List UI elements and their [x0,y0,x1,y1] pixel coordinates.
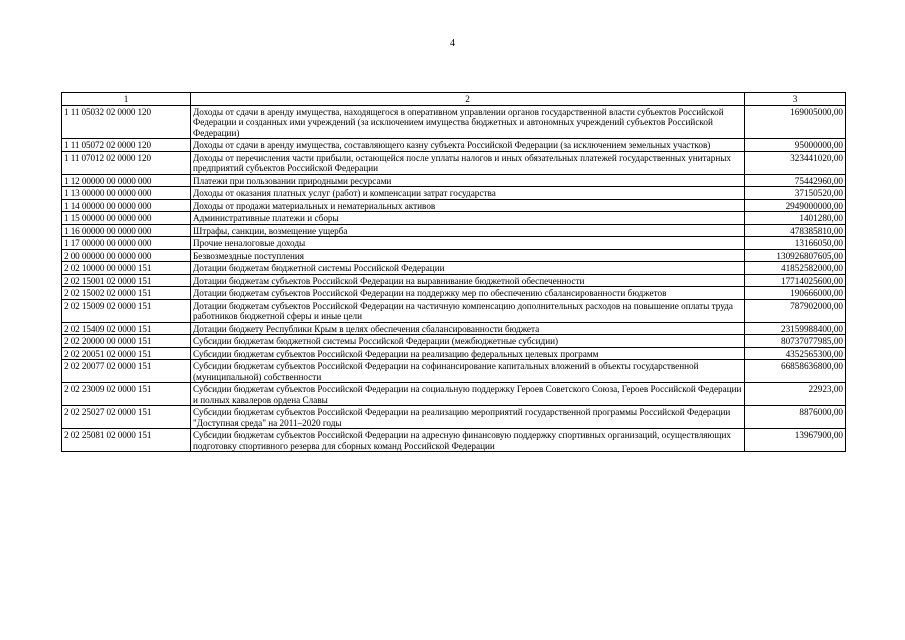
amount-cell: 787902000,00 [745,299,846,322]
classification-code-cell: 2 02 20077 02 0000 151 [62,360,191,383]
budget-revenue-table [61,92,846,452]
classification-code-cell: 2 02 15001 02 0000 151 [62,274,191,287]
classification-code-cell: 2 02 25027 02 0000 151 [62,406,191,429]
table-row [62,174,846,187]
amount-cell: 66858636800,00 [745,360,846,383]
revenue-name-cell: Дотации бюджетам субъектов Российской Федерации на частичную компенсацию дополнительных расходов на повышение оплаты труда работников бюджетной сферы и иные цели [191,299,745,322]
amount-cell: 130926807605,00 [745,249,846,262]
table-row [62,139,846,152]
revenue-name-cell: Дотации бюджету Республики Крым в целях обеспечения сбалансированности бюджета [191,322,745,335]
amount-cell: 95000000,00 [745,139,846,152]
revenue-name-cell: Субсидии бюджетам субъектов Российской Федерации на адресную финансовую поддержку спортивных организаций, осуществляющих подготовку спортивного резерва для сборных команд Российской Федерации [191,429,745,452]
column-header-name: 2 [191,93,745,106]
classification-code-cell: 2 00 00000 00 0000 000 [62,249,191,262]
revenue-name-cell: Дотации бюджетам субъектов Российской Федерации на выравнивание бюджетной обеспеченности [191,274,745,287]
revenue-name-cell: Субсидии бюджетам субъектов Российской Федерации на реализацию мероприятий государственной программы Российской Федерации "Доступная среда" на 2011–2020 годы [191,406,745,429]
table-row [62,299,846,322]
revenue-name-cell: Платежи при пользовании природными ресурсами [191,174,745,187]
column-header-amount: 3 [745,93,846,106]
table-row [62,212,846,225]
table-row [62,360,846,383]
amount-cell: 8876000,00 [745,406,846,429]
classification-code-cell: 2 02 20051 02 0000 151 [62,347,191,360]
revenue-name-cell: Дотации бюджетам субъектов Российской Федерации на поддержку мер по обеспечению сбалансированности бюджетов [191,287,745,300]
amount-cell: 1401280,00 [745,212,846,225]
amount-cell: 37150520,00 [745,187,846,200]
classification-code-cell: 2 02 15009 02 0000 151 [62,299,191,322]
table-row [62,335,846,348]
revenue-name-cell: Прочие неналоговые доходы [191,237,745,250]
table-row [62,347,846,360]
revenue-name-cell: Дотации бюджетам бюджетной системы Российской Федерации [191,262,745,275]
table-row [62,151,846,174]
table-row [62,237,846,250]
amount-cell: 80737077985,00 [745,335,846,348]
table-row [62,287,846,300]
classification-code-cell: 1 11 07012 02 0000 120 [62,151,191,174]
column-header-code: 1 [62,93,191,106]
revenue-name-cell: Безвозмездные поступления [191,249,745,262]
classification-code-cell: 2 02 10000 00 0000 151 [62,262,191,275]
classification-code-cell: 1 12 00000 00 0000 000 [62,174,191,187]
amount-cell: 4352565300,00 [745,347,846,360]
classification-code-cell: 1 13 00000 00 0000 000 [62,187,191,200]
revenue-name-cell: Доходы от оказания платных услуг (работ) и компенсации затрат государства [191,187,745,200]
revenue-name-cell: Штрафы, санкции, возмещение ущерба [191,224,745,237]
classification-code-cell: 1 14 00000 00 0000 000 [62,199,191,212]
amount-cell: 13166050,00 [745,237,846,250]
classification-code-cell: 1 11 05072 02 0000 120 [62,139,191,152]
amount-cell: 41852582000,00 [745,262,846,275]
classification-code-cell: 2 02 20000 00 0000 151 [62,335,191,348]
amount-cell: 22923,00 [745,383,846,406]
page-number: 4 [450,38,455,49]
table-row [62,274,846,287]
table-row [62,105,846,139]
revenue-name-cell: Административные платежи и сборы [191,212,745,225]
amount-cell: 478385810,00 [745,224,846,237]
revenue-name-cell: Субсидии бюджетам субъектов Российской Федерации на реализацию федеральных целевых программ [191,347,745,360]
amount-cell: 13967900,00 [745,429,846,452]
classification-code-cell: 1 15 00000 00 0000 000 [62,212,191,225]
classification-code-cell: 2 02 23009 02 0000 151 [62,383,191,406]
classification-code-cell: 2 02 25081 02 0000 151 [62,429,191,452]
amount-cell: 190666000,00 [745,287,846,300]
table-row [62,187,846,200]
table-body [62,105,846,452]
classification-code-cell: 1 11 05032 02 0000 120 [62,105,191,139]
revenue-name-cell: Субсидии бюджетам бюджетной системы Российской Федерации (межбюджетные субсидии) [191,335,745,348]
classification-code-cell: 2 02 15409 02 0000 151 [62,322,191,335]
table-row [62,224,846,237]
classification-code-cell: 1 17 00000 00 0000 000 [62,237,191,250]
table-row [62,429,846,452]
amount-cell: 23159988400,00 [745,322,846,335]
amount-cell: 169005000,00 [745,105,846,139]
amount-cell: 2949000000,00 [745,199,846,212]
amount-cell: 75442960,00 [745,174,846,187]
revenue-name-cell: Доходы от продажи материальных и нематериальных активов [191,199,745,212]
table-row [62,199,846,212]
amount-cell: 323441020,00 [745,151,846,174]
table-row [62,322,846,335]
revenue-name-cell: Субсидии бюджетам субъектов Российской Федерации на социальную поддержку Героев Советского Союза, Героев Российской Федерации и полных кавалеров ордена Славы [191,383,745,406]
classification-code-cell: 1 16 00000 00 0000 000 [62,224,191,237]
revenue-name-cell: Субсидии бюджетам субъектов Российской Федерации на софинансирование капитальных вложений в объекты государственной (муниципальной) собственности [191,360,745,383]
revenue-name-cell: Доходы от перечисления части прибыли, остающейся после уплаты налогов и иных обязательных платежей государственных унитарных предприятий субъектов Российской Федерации [191,151,745,174]
table-row [62,262,846,275]
classification-code-cell: 2 02 15002 02 0000 151 [62,287,191,300]
table-row [62,406,846,429]
table-row [62,383,846,406]
table-row [62,249,846,262]
amount-cell: 17714025600,00 [745,274,846,287]
revenue-name-cell: Доходы от сдачи в аренду имущества, находящегося в оперативном управлении органов государственной власти субъектов Российской Федерации и созданных ими учреждений (за исключением имущества бюджетных и автономных учреждений субъектов Российской Федерации) [191,105,745,139]
revenue-name-cell: Доходы от сдачи в аренду имущества, составляющего казну субъекта Российской Федерации (за исключением земельных участков) [191,139,745,152]
table-header-row [62,93,846,106]
